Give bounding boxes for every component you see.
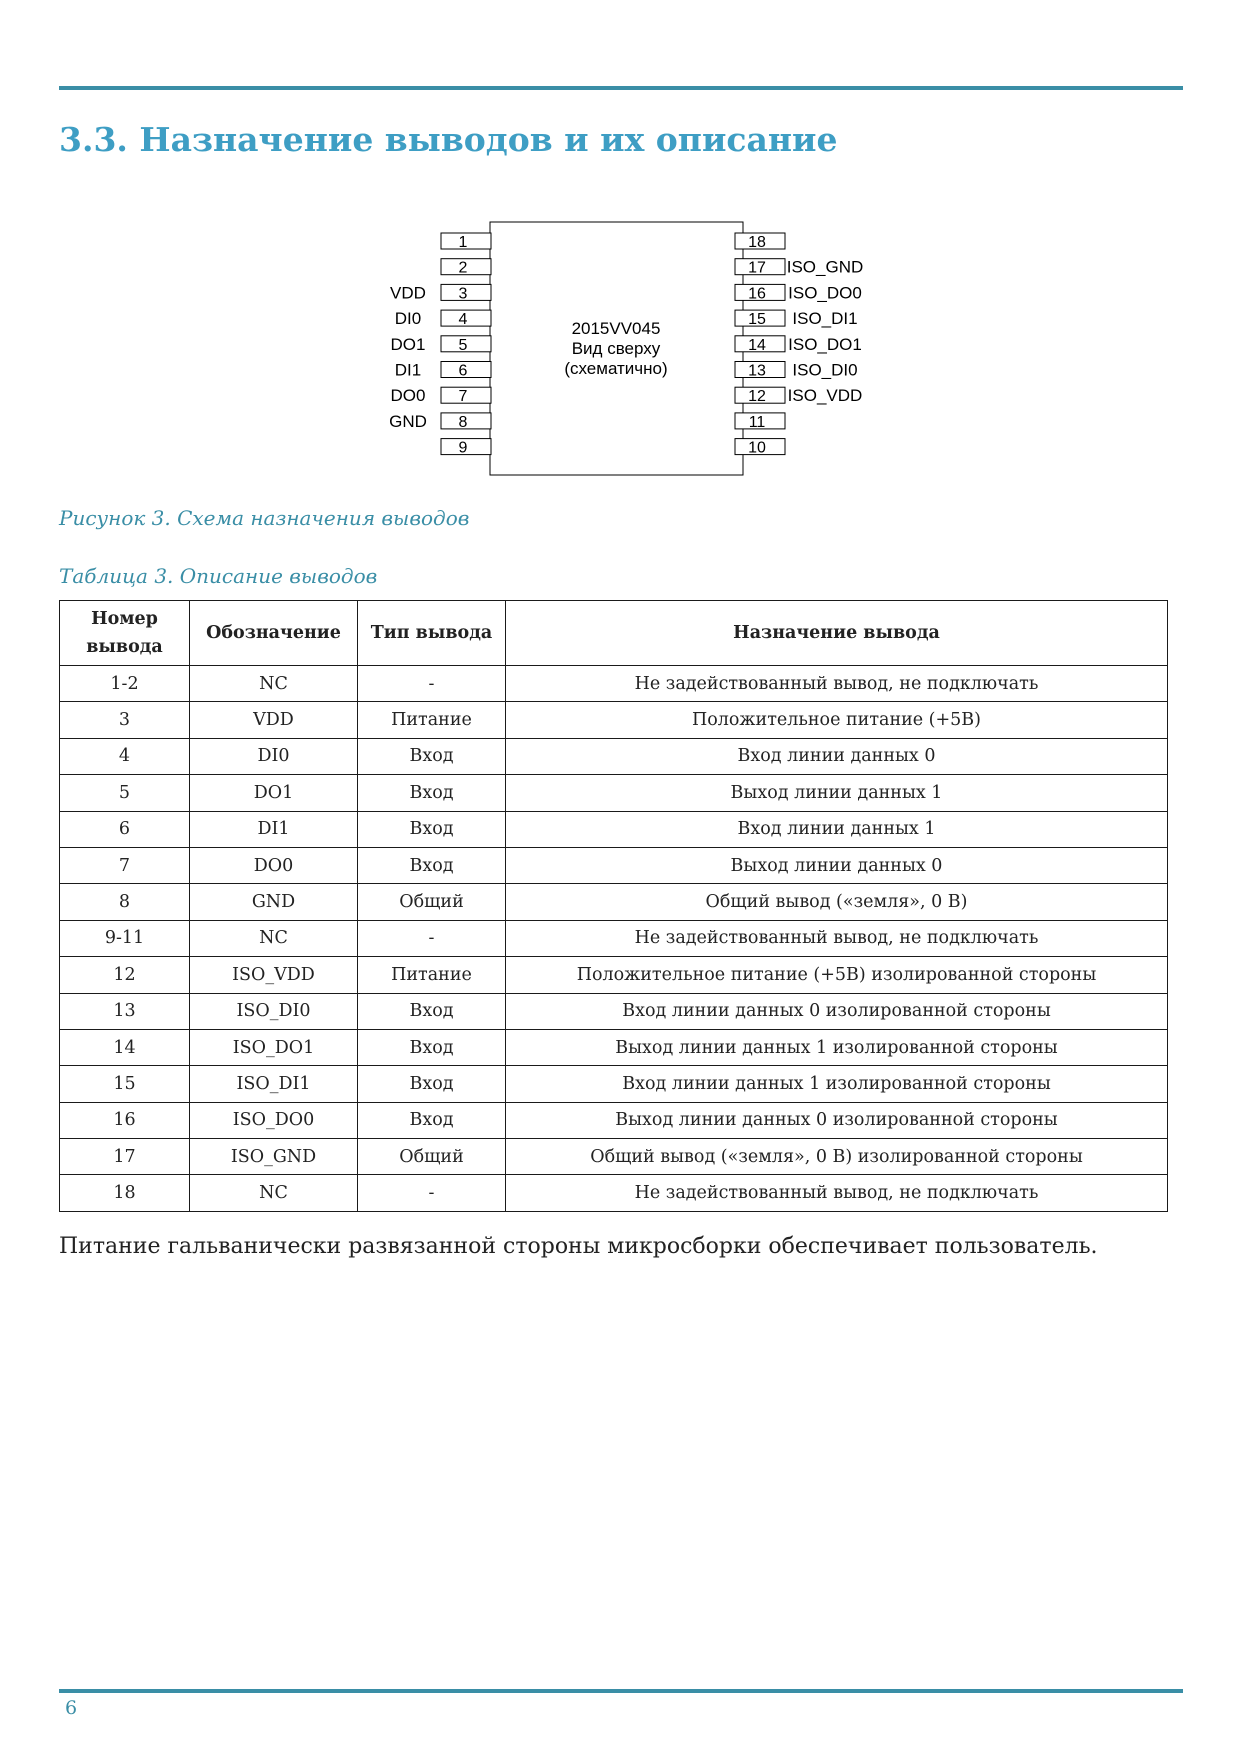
cell-pin-purpose: Не задействованный вывод, не подключать (506, 920, 1168, 956)
cell-pin-type: Вход (358, 1102, 506, 1138)
table-row (60, 775, 1168, 811)
body-paragraph: Питание гальванически развязанной стороны микросборки обеспечивает пользователь. (59, 1234, 1098, 1259)
page-number: 6 (65, 1697, 78, 1719)
left-pin-number: 3 (458, 285, 468, 303)
cell-designation: VDD (190, 702, 358, 738)
right-pin-label: ISO_DI1 (792, 309, 858, 329)
cell-pin-type: Вход (358, 993, 506, 1029)
cell-pin-purpose: Выход линии данных 1 (506, 775, 1168, 811)
cell-designation: ISO_GND (190, 1139, 358, 1175)
cell-designation: DO0 (190, 847, 358, 883)
cell-pin-type: - (358, 920, 506, 956)
left-pin-label: DI0 (394, 309, 422, 329)
cell-pin-type: - (358, 1175, 506, 1211)
cell-pin-purpose: Не задействованный вывод, не подключать (506, 666, 1168, 702)
left-pin-label: DO1 (390, 334, 426, 354)
right-pin-label: ISO_DO1 (788, 334, 862, 354)
left-pin-label: VDD (390, 283, 426, 303)
cell-designation: ISO_VDD (190, 957, 358, 993)
cell-pin-number: 1-2 (60, 666, 190, 702)
cell-pin-number: 6 (60, 811, 190, 847)
cell-pin-number: 12 (60, 957, 190, 993)
cell-pin-purpose: Вход линии данных 0 изолированной стороны (506, 993, 1168, 1029)
table-caption: Таблица 3. Описание выводов (59, 564, 378, 588)
left-pin-number: 6 (458, 362, 468, 380)
cell-pin-number: 8 (60, 884, 190, 920)
table-row (60, 666, 1168, 702)
right-pin-number: 18 (748, 234, 766, 251)
cell-pin-purpose: Положительное питание (+5В) (506, 702, 1168, 738)
cell-pin-number: 9-11 (60, 920, 190, 956)
cell-designation: NC (190, 666, 358, 702)
table-row (60, 1175, 1168, 1211)
chip-subtitle: Вид сверху (571, 339, 661, 358)
left-pin-number: 7 (458, 388, 468, 406)
table-row (60, 1102, 1168, 1138)
cell-pin-purpose: Общий вывод («земля», 0 В) (506, 884, 1168, 920)
cell-designation: ISO_DI1 (190, 1066, 358, 1102)
table-row (60, 847, 1168, 883)
cell-pin-number: 4 (60, 738, 190, 774)
cell-pin-purpose: Вход линии данных 1 изолированной стороны (506, 1066, 1168, 1102)
cell-pin-purpose: Общий вывод («земля», 0 В) изолированной стороны (506, 1139, 1168, 1175)
table-row (60, 811, 1168, 847)
right-pin-number: 11 (748, 413, 766, 431)
cell-designation: ISO_DI0 (190, 993, 358, 1029)
cell-pin-type: Вход (358, 1066, 506, 1102)
left-pin-number: 9 (458, 439, 468, 457)
table-row (60, 738, 1168, 774)
table-header-row (60, 601, 1168, 666)
cell-pin-type: Вход (358, 738, 506, 774)
pin-description-table (59, 600, 1168, 1212)
chip-note: (схематично) (564, 359, 668, 378)
table-row (60, 1066, 1168, 1102)
right-pin-label: ISO_VDD (787, 386, 863, 406)
cell-pin-number: 13 (60, 993, 190, 1029)
page-title: 3.3. Назначение выводов и их описание (59, 120, 838, 159)
header-designation: Обозначение (190, 601, 358, 666)
cell-designation: ISO_DO1 (190, 1029, 358, 1065)
cell-pin-purpose: Выход линии данных 1 изолированной стороны (506, 1029, 1168, 1065)
left-pin-number: 5 (458, 336, 468, 354)
cell-pin-number: 14 (60, 1029, 190, 1065)
right-pin-number: 13 (748, 362, 766, 380)
cell-pin-type: Вход (358, 811, 506, 847)
table-row (60, 1139, 1168, 1175)
header-pin-purpose: Назначение вывода (506, 601, 1168, 666)
left-pin-number: 8 (458, 413, 468, 431)
table-row (60, 884, 1168, 920)
cell-designation: ISO_DO0 (190, 1102, 358, 1138)
right-pin-label: ISO_GND (786, 257, 864, 277)
right-pin-number: 15 (748, 311, 766, 329)
cell-pin-purpose: Выход линии данных 0 (506, 847, 1168, 883)
cell-pin-purpose: Вход линии данных 1 (506, 811, 1168, 847)
cell-designation: DI0 (190, 738, 358, 774)
cell-designation: NC (190, 1175, 358, 1211)
cell-pin-type: Питание (358, 702, 506, 738)
cell-pin-number: 3 (60, 702, 190, 738)
cell-designation: GND (190, 884, 358, 920)
cell-pin-number: 7 (60, 847, 190, 883)
cell-pin-purpose: Выход линии данных 0 изолированной стороны (506, 1102, 1168, 1138)
cell-pin-type: Общий (358, 1139, 506, 1175)
cell-pin-type: Общий (358, 884, 506, 920)
figure-caption: Рисунок 3. Схема назначения выводов (59, 506, 470, 530)
cell-pin-number: 5 (60, 775, 190, 811)
cell-pin-type: Вход (358, 775, 506, 811)
left-pin-number: 2 (458, 259, 468, 277)
bottom-rule (59, 1689, 1183, 1693)
table-row (60, 957, 1168, 993)
right-pin-number: 12 (748, 388, 766, 406)
pinout-diagram (0, 0, 1240, 490)
cell-designation: DI1 (190, 811, 358, 847)
cell-pin-type: - (358, 666, 506, 702)
cell-pin-type: Вход (358, 847, 506, 883)
cell-pin-purpose: Вход линии данных 0 (506, 738, 1168, 774)
left-pin-number: 1 (458, 234, 468, 251)
cell-pin-purpose: Не задействованный вывод, не подключать (506, 1175, 1168, 1211)
cell-pin-number: 18 (60, 1175, 190, 1211)
cell-pin-type: Вход (358, 1029, 506, 1065)
table-row (60, 920, 1168, 956)
right-pin-label: ISO_DI0 (792, 360, 858, 380)
left-pin-label: GND (389, 411, 427, 431)
table-row (60, 702, 1168, 738)
right-pin-number: 16 (748, 285, 766, 303)
cell-designation: NC (190, 920, 358, 956)
right-pin-number: 17 (748, 259, 766, 277)
right-pin-number: 10 (748, 439, 766, 457)
table-row (60, 1029, 1168, 1065)
cell-pin-number: 17 (60, 1139, 190, 1175)
cell-designation: DO1 (190, 775, 358, 811)
left-pin-label: DO0 (390, 386, 426, 406)
header-pin-type: Тип вывода (358, 601, 506, 666)
table-row (60, 993, 1168, 1029)
cell-pin-purpose: Положительное питание (+5В) изолированной стороны (506, 957, 1168, 993)
cell-pin-type: Питание (358, 957, 506, 993)
cell-pin-number: 16 (60, 1102, 190, 1138)
left-pin-label: DI1 (394, 360, 422, 380)
chip-title: 2015VV045 (571, 319, 661, 338)
left-pins (389, 233, 491, 457)
header-pin-number: Номер вывода (60, 601, 190, 666)
left-pin-number: 4 (458, 311, 468, 329)
right-pin-label: ISO_DO0 (788, 283, 862, 303)
right-pin-number: 14 (748, 336, 766, 354)
cell-pin-number: 15 (60, 1066, 190, 1102)
right-pins (735, 233, 863, 457)
